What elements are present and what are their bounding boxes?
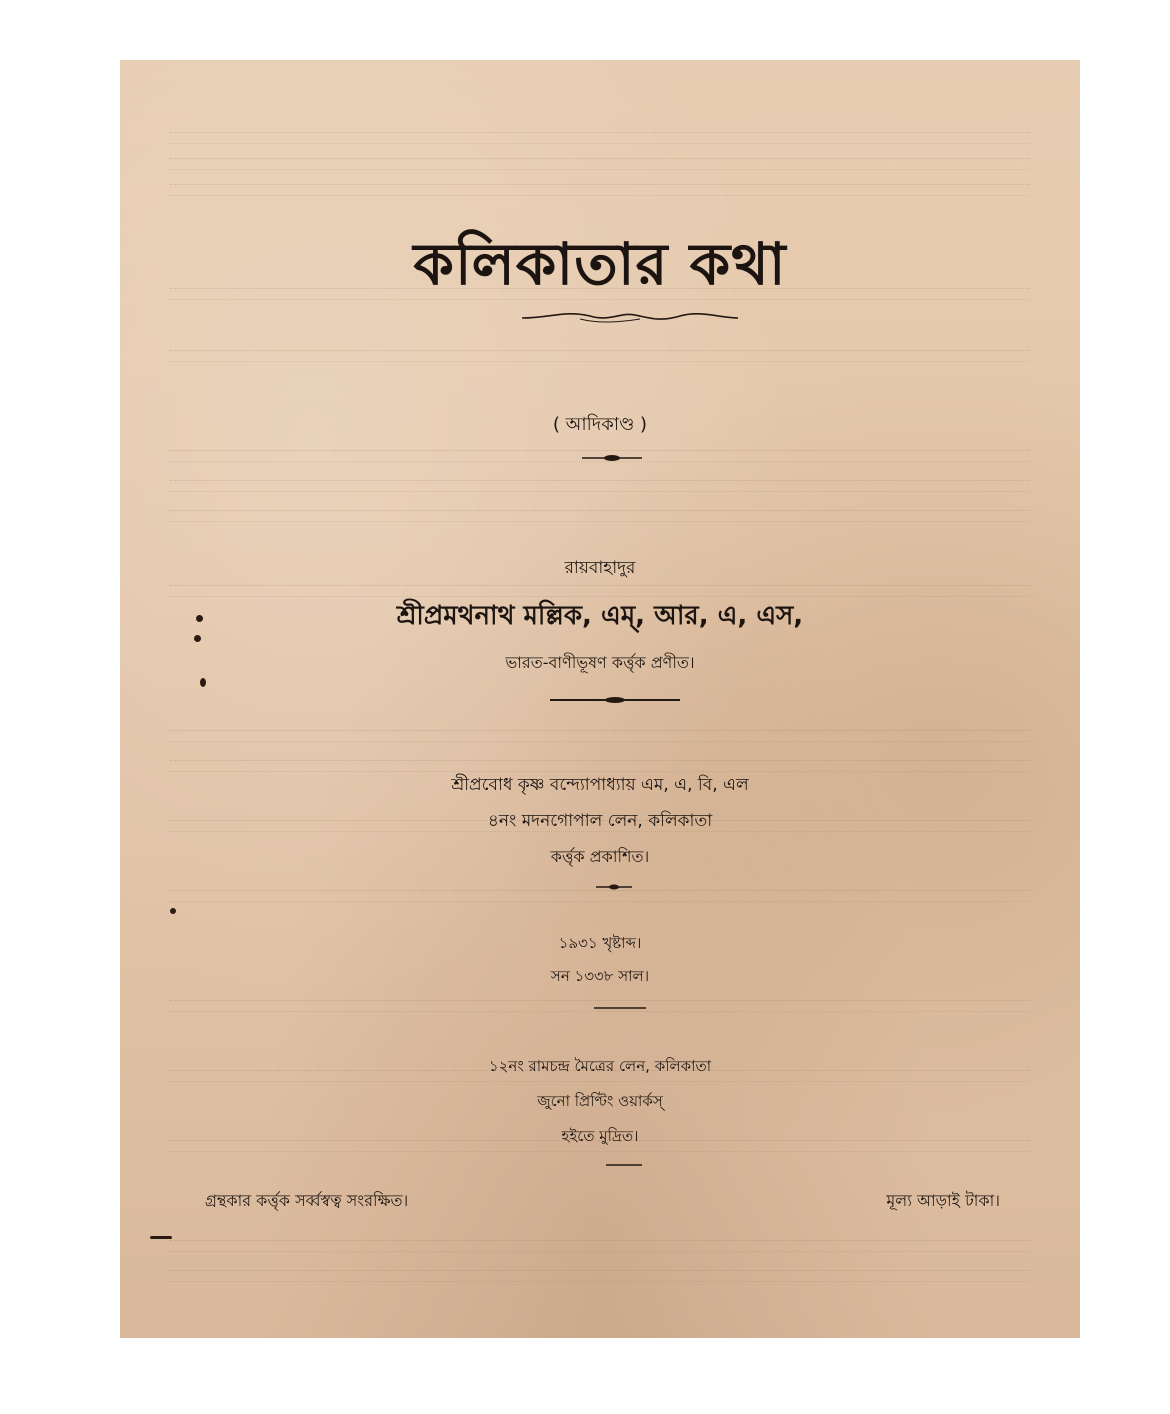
printer-address: ১২নং রামচন্দ্র মৈত্রের লেন, কলিকাতা bbox=[488, 1057, 712, 1075]
show-through-line bbox=[170, 1240, 1030, 1252]
subtitle: ( আদিকাণ্ড ) bbox=[552, 414, 648, 435]
title-page bbox=[120, 60, 1080, 1338]
show-through-line bbox=[170, 158, 1030, 170]
divider-ornament bbox=[580, 452, 644, 464]
ink-blot bbox=[170, 908, 176, 914]
show-through-line bbox=[170, 730, 1030, 742]
divider-ornament bbox=[594, 882, 634, 892]
show-through-line bbox=[170, 510, 1030, 522]
show-through-line bbox=[170, 1270, 1030, 1282]
bengali-year: সন ১৩৩৮ সাল। bbox=[550, 967, 650, 985]
title-flourish-ornament bbox=[520, 306, 740, 330]
christian-year: ১৯৩১ খৃষ্টাব্দ। bbox=[558, 934, 642, 952]
printer-credit: হইতে মুদ্রিত। bbox=[561, 1127, 639, 1145]
divider-ornament bbox=[548, 694, 682, 706]
ink-blot bbox=[200, 678, 206, 687]
show-through-line bbox=[170, 480, 1030, 492]
publisher-credit: কর্ত্তৃক প্রকাশিত। bbox=[550, 847, 650, 866]
author-name: শ্রীপ্রমথনাথ মল্লিক, এম্‌, আর, এ, এস, bbox=[396, 601, 804, 631]
copyright-notice: গ্রন্থকার কর্ত্তৃক সর্ব্বস্বত্ব সংরক্ষিত। bbox=[205, 1191, 409, 1210]
publisher-address: ৪নং মদনগোপাল লেন, কলিকাতা bbox=[487, 811, 713, 831]
show-through-line bbox=[170, 184, 1030, 196]
ink-blot bbox=[150, 1236, 172, 1239]
divider-rule bbox=[592, 1005, 648, 1011]
printer-name: জুনো প্রিণ্টিং ওয়ার্কস্‌ bbox=[537, 1092, 663, 1110]
price-notice: মূল্য আড়াই টাকা। bbox=[886, 1191, 1000, 1210]
divider-rule bbox=[604, 1162, 644, 1168]
book-title: কলিকাতার কথা bbox=[413, 230, 787, 298]
author-honorific: রায়বাহাদুর bbox=[564, 558, 636, 578]
author-credit: ভারত-বাণীভূষণ কর্ত্তৃক প্রণীত। bbox=[505, 653, 695, 672]
show-through-line bbox=[170, 132, 1030, 144]
show-through-line bbox=[170, 350, 1030, 362]
publisher-name: শ্রীপ্রবোধ কৃষ্ণ বন্দ্যোপাধ্যায় এম, এ, বি, এল bbox=[451, 775, 749, 795]
show-through-line bbox=[170, 760, 1030, 772]
